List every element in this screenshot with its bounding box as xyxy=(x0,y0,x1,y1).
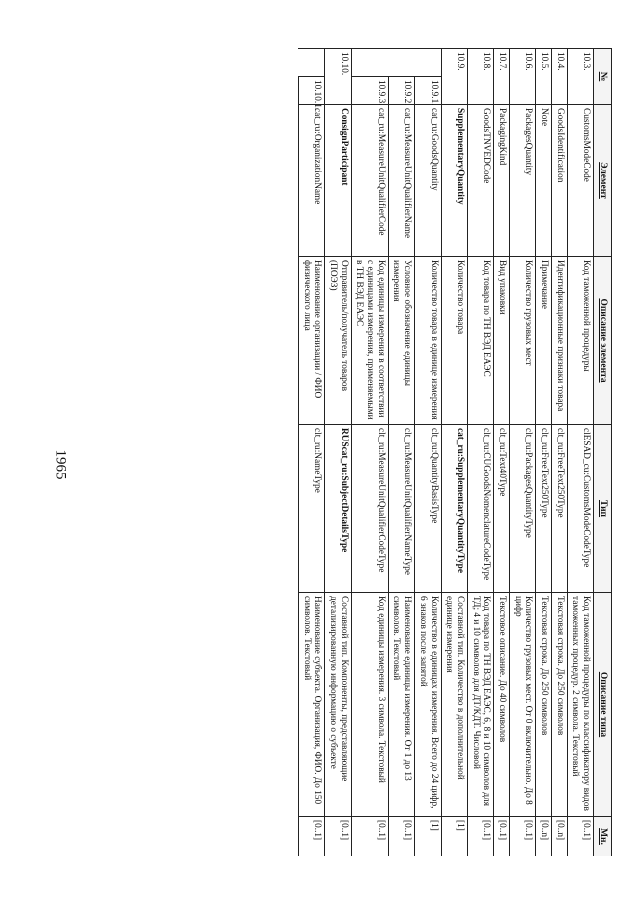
row-type-desc: Текстовая строка. До 250 символов xyxy=(552,593,568,817)
table-row xyxy=(467,49,493,857)
row-element: PackagingKind xyxy=(494,105,510,257)
indent-cell xyxy=(351,49,388,77)
table-row xyxy=(552,49,568,857)
table-row xyxy=(325,49,351,857)
row-type-desc: Количество в единицах измерения. Всего до 24 цифр, 6 знаков после запятой xyxy=(415,593,441,817)
row-element-desc: Наименование организации / ФИО физического лица xyxy=(298,257,324,425)
row-element-desc: Примечание xyxy=(536,257,552,425)
row-element: CustomsModeCode xyxy=(567,105,593,257)
row-num: 10.6. xyxy=(509,49,535,105)
row-multiplicity: [0..n] xyxy=(552,817,568,856)
header-element-desc: Описание элемента xyxy=(594,257,612,425)
row-type-desc: Код товара по ТН ВЭД ЕАЭС, 6, 8 и 10 символов для ТД; 4 и 10 символов для ДТ/КДТ. Числовой xyxy=(467,593,493,817)
row-multiplicity: [0..1] xyxy=(298,817,324,856)
table-row xyxy=(415,49,441,857)
header-type-desc: Описание типа xyxy=(594,593,612,817)
row-element-desc: Отправитель/получатель товаров (ПОЭЗ) xyxy=(325,257,351,425)
row-type-desc: Код единицы измерения. 3 символа. Текстовый xyxy=(351,593,388,817)
header-num: № xyxy=(594,49,612,105)
row-multiplicity: [0..1] xyxy=(467,817,493,856)
table-row xyxy=(298,49,324,857)
row-multiplicity: [0..1] xyxy=(351,817,388,856)
row-type: clt_ru:MeasureUnitQualifierCodeType xyxy=(351,425,388,593)
row-type-desc: Количество грузовых мест. От 0 включительно. До 8 цифр xyxy=(509,593,535,817)
row-element: SupplementaryQuantity xyxy=(441,105,467,257)
table-row xyxy=(567,49,593,857)
table-row xyxy=(388,49,414,857)
row-type: clt_ru:MeasureUnitQualifierNameType xyxy=(388,425,414,593)
row-element-desc: Количество грузовых мест xyxy=(509,257,535,425)
row-type: clt_ru:CUGoodsNomenclatureCodeType xyxy=(467,425,493,593)
row-num: 10.9.3. xyxy=(351,77,388,105)
indent-cell xyxy=(388,49,414,77)
row-num: 10.9.2. xyxy=(388,77,414,105)
row-multiplicity: [1] xyxy=(441,817,467,856)
header-multiplicity: Мн. xyxy=(594,817,612,856)
table-row xyxy=(536,49,552,857)
row-type: clt_ru:Text40Type xyxy=(494,425,510,593)
row-element: PackagesQuantity xyxy=(509,105,535,257)
table-row xyxy=(494,49,510,857)
row-multiplicity: [0..1] xyxy=(509,817,535,856)
row-type: clt_ru:QuantityBasisType xyxy=(415,425,441,593)
row-element: GoodsTNVEDCode xyxy=(467,105,493,257)
rotated-page-area xyxy=(88,48,612,856)
table-row xyxy=(351,49,388,857)
table-row xyxy=(509,49,535,857)
row-type: RUScat_ru:SubjectDetailsType xyxy=(325,425,351,593)
row-element: GoodsIdentification xyxy=(552,105,568,257)
row-type: clt_ru:PackagesQuantityType xyxy=(509,425,535,593)
row-multiplicity: [0..1] xyxy=(325,817,351,856)
row-element-desc: Код таможенной процедуры xyxy=(567,257,593,425)
table-header-row xyxy=(594,49,612,857)
rotated-table-container xyxy=(88,48,612,856)
row-multiplicity: [1] xyxy=(415,817,441,856)
header-type: Тип xyxy=(594,425,612,593)
row-element-desc: Код единицы измерения в соответствии с единицами измерения, применяемыми в ТН ВЭД ЕАЭС xyxy=(351,257,388,425)
row-type: cat_ru:SupplementaryQuantityType xyxy=(441,425,467,593)
row-type-desc: Текстовая строка. До 250 символов xyxy=(536,593,552,817)
row-num: 10.3. xyxy=(567,49,593,105)
indent-cell xyxy=(298,49,324,77)
row-multiplicity: [0..1] xyxy=(388,817,414,856)
row-type-desc: Текстовое описание. До 40 символов xyxy=(494,593,510,817)
row-element: Note xyxy=(536,105,552,257)
row-num: 10.9. xyxy=(441,49,467,105)
row-element-desc: Код товара по ТН ВЭД ЕАЭС xyxy=(467,257,493,425)
row-multiplicity: [0..1] xyxy=(494,817,510,856)
row-type: clESAD_cu:CustomsModeCodeType xyxy=(567,425,593,593)
row-type-desc: Наименование единицы измерения. От 1 до 13 символов. Текстовый xyxy=(388,593,414,817)
row-element-desc: Количество товара в единице измерения xyxy=(415,257,441,425)
row-num: 10.9.1. xyxy=(415,77,441,105)
row-multiplicity: [0..1] xyxy=(567,817,593,856)
row-multiplicity: [0..n] xyxy=(536,817,552,856)
row-element: cat_ru:OrganizationName xyxy=(298,105,324,257)
row-num: 10.5. xyxy=(536,49,552,105)
row-type-desc: Наименование субъекта. Организация, ФИО. До 150 символов. Текстовый xyxy=(298,593,324,817)
row-element: cat_ru:MeasureUnitQualifierCode xyxy=(351,105,388,257)
row-type-desc: Код таможенной процедуры по классификатору видов таможенных процедур. 2 символа. Текстовый xyxy=(567,593,593,817)
row-type-desc: Составной тип. Компоненты, представляющие детализированную информацию о субъекте xyxy=(325,593,351,817)
row-num: 10.10.1. xyxy=(298,77,324,105)
row-element: cat_ru:GoodsQuantity xyxy=(415,105,441,257)
row-num: 10.8. xyxy=(467,49,493,105)
row-element: ConsignParticipant xyxy=(325,105,351,257)
row-element: cat_ru:MeasureUnitQualifierName xyxy=(388,105,414,257)
row-type: clt_ru:FreeText250Type xyxy=(552,425,568,593)
row-type-desc: Составной тип. Количество в дополнительной единице измерения xyxy=(441,593,467,817)
elements-table xyxy=(298,48,612,856)
row-type: clt_ru:NameType xyxy=(298,425,324,593)
page-number: 1965 xyxy=(52,449,69,480)
row-num: 10.4. xyxy=(552,49,568,105)
row-num: 10.7. xyxy=(494,49,510,105)
row-element-desc: Вид упаковки xyxy=(494,257,510,425)
row-element-desc: Идентификационные признаки товара xyxy=(552,257,568,425)
indent-cell xyxy=(415,49,441,77)
table-row xyxy=(441,49,467,857)
row-element-desc: Условное обозначение единицы измерения xyxy=(388,257,414,425)
header-element: Элемент xyxy=(594,105,612,257)
row-num: 10.10. xyxy=(325,49,351,105)
row-element-desc: Количество товара xyxy=(441,257,467,425)
row-type: clt_ru:FreeText250Type xyxy=(536,425,552,593)
